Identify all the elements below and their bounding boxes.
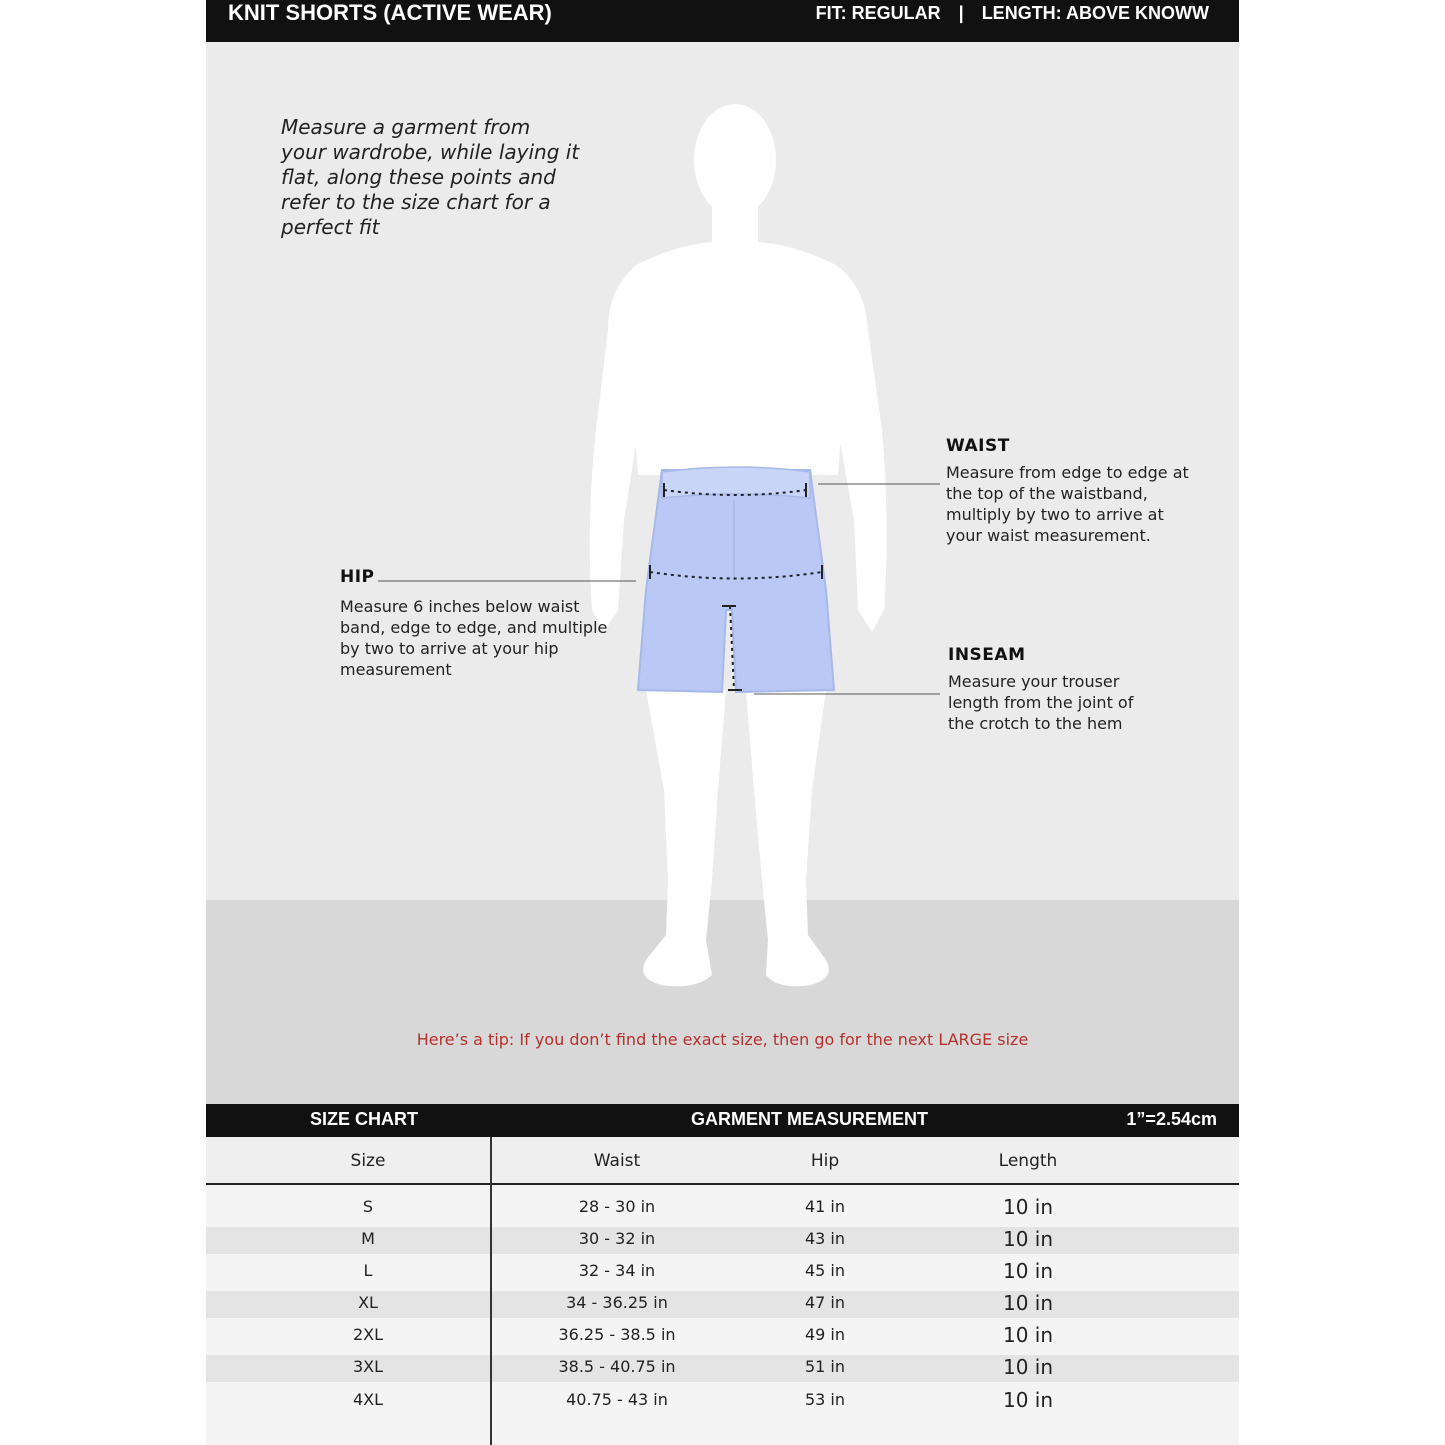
hip-cell: 49 in: [804, 1325, 846, 1344]
fit-label: FIT: REGULAR: [815, 3, 941, 23]
sizing-tip: Here’s a tip: If you don’t find the exact size, then go for the next LARGE size: [416, 1030, 1029, 1049]
waist-callout-text: Measure from edge to edge at the top of the waistband, multiply by two to arrive at your waist measurement.: [946, 463, 1189, 545]
measuring-instructions: Measure a garment from your wardrobe, while laying it flat, along these points and refer to the size chart for a perfect fit: [281, 115, 580, 239]
hip-cell: 51 in: [804, 1357, 846, 1376]
hip-cell: 45 in: [804, 1261, 846, 1280]
shorts-shape: [638, 470, 834, 692]
size-guide-sheet: [206, 0, 1239, 1445]
size-cell: 2XL: [352, 1325, 384, 1344]
header-waist: Waist: [593, 1151, 641, 1171]
waist-cell: 30 - 32 in: [578, 1229, 656, 1248]
hip-callout-title: HIP: [340, 567, 375, 587]
size-cell: 4XL: [352, 1390, 384, 1409]
table-row: [206, 1254, 1239, 1291]
table-row: [206, 1185, 1239, 1227]
table-row: [206, 1318, 1239, 1355]
size-cell: M: [361, 1229, 375, 1248]
unit-conversion: 1”=2.54cm: [1126, 1109, 1217, 1129]
waist-cell: 34 - 36.25 in: [566, 1293, 668, 1312]
waist-callout-title: WAIST: [946, 436, 1010, 456]
size-chart-bar: [206, 1104, 1239, 1137]
length-cell: 10 in: [1002, 1227, 1054, 1251]
inseam-callout-title: INSEAM: [948, 645, 1026, 665]
header-length: Length: [998, 1151, 1058, 1171]
header-size: Size: [350, 1151, 386, 1171]
product-title: KNIT SHORTS (ACTIVE WEAR): [228, 0, 552, 25]
length-cell: 10 in: [1002, 1388, 1054, 1412]
header-hip: Hip: [810, 1151, 840, 1171]
waist-cell: 32 - 34 in: [578, 1261, 656, 1280]
length-cell: 10 in: [1002, 1259, 1054, 1283]
length-cell: 10 in: [1002, 1195, 1054, 1219]
hip-cell: 41 in: [804, 1197, 846, 1216]
size-cell: L: [363, 1261, 373, 1280]
table-row: [206, 1227, 1239, 1254]
table-row: [206, 1355, 1239, 1382]
garment-measurement-title: GARMENT MEASUREMENT: [691, 1109, 928, 1129]
waist-cell: 36.25 - 38.5 in: [558, 1325, 676, 1344]
size-table-header: [206, 1137, 1239, 1185]
waist-cell: 28 - 30 in: [578, 1197, 656, 1216]
table-row: [206, 1291, 1239, 1318]
hip-cell: 47 in: [804, 1293, 846, 1312]
column-divider: [490, 1137, 492, 1445]
size-cell: S: [362, 1197, 374, 1216]
size-cell: XL: [358, 1293, 378, 1312]
inseam-callout-text: Measure your trouser length from the joint of the crotch to the hem: [948, 672, 1134, 733]
length-cell: 10 in: [1002, 1323, 1054, 1347]
waist-cell: 40.75 - 43 in: [566, 1390, 668, 1409]
size-chart-title: SIZE CHART: [310, 1109, 418, 1129]
waist-cell: 38.5 - 40.75 in: [558, 1357, 676, 1376]
length-label: LENGTH: ABOVE KNOWW: [981, 3, 1209, 23]
separator: |: [958, 3, 964, 23]
hip-cell: 43 in: [804, 1229, 846, 1248]
table-row: [206, 1382, 1239, 1419]
size-table: [206, 1137, 1239, 1445]
hip-cell: 53 in: [804, 1390, 846, 1409]
hip-callout-text: Measure 6 inches below waist band, edge to edge, and multiple by two to arrive at your hip measurement: [340, 597, 608, 679]
length-cell: 10 in: [1002, 1355, 1054, 1379]
size-cell: 3XL: [352, 1357, 384, 1376]
length-cell: 10 in: [1002, 1291, 1054, 1315]
